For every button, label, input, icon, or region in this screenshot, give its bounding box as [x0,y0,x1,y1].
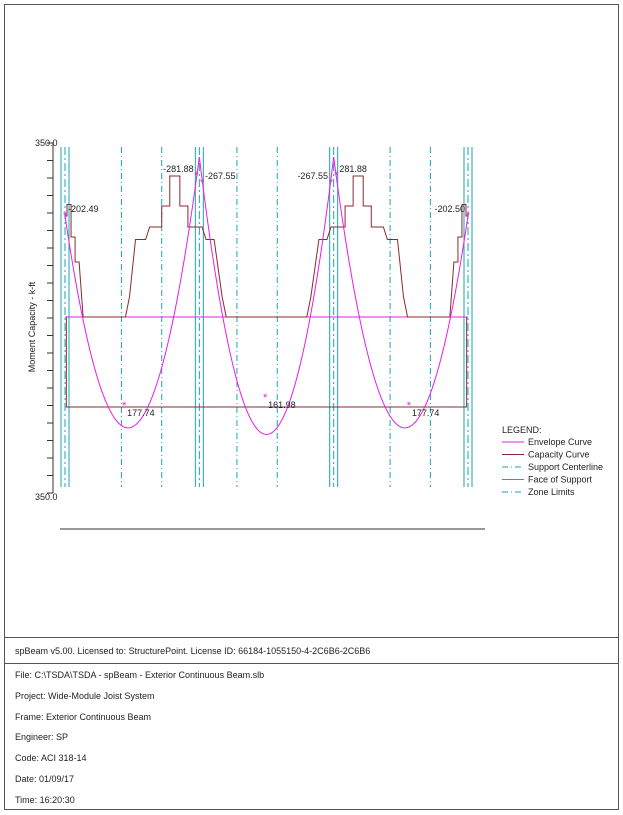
value-marker: * [328,177,334,190]
value-label: 177.74 [411,407,440,418]
y-axis-label: Moment Capacity - k-ft [27,281,37,373]
legend-item: Support Centerline [528,462,604,472]
y-bottom-label: 350.0 [35,492,58,502]
info-date: Date: 01/09/17 [15,773,75,784]
value-label: 177.74 [127,407,155,418]
value-label: 161.98 [268,399,296,410]
report-page [4,4,619,810]
info-code: Code: ACI 318-14 [15,753,87,764]
legend-item: Face of Support [528,474,593,485]
value-label: -267.55 [205,171,236,182]
value-marker: * [199,177,205,190]
value-marker: * [334,170,339,183]
value-marker: * [121,399,127,412]
value-marker: * [62,209,68,222]
value-label: -267.55 [297,171,328,182]
y-top-label: 350.0 [35,138,58,148]
legend-title: LEGEND: [502,425,542,435]
info-file: File: C:\TSDA\TSDA - spBeam - Exterior Continuous Beam.slb [15,670,265,680]
info-frame: Frame: Exterior Continuous Beam [15,711,152,722]
moment-capacity-chart [5,5,618,635]
capacity-curve-negative [62,176,468,317]
value-marker: * [465,209,471,222]
legend-item: Capacity Curve [528,449,590,460]
license-line: spBeam v5.00. Licensed to: StructurePoint. License ID: 66184-1055150-4-2C6B6-2C6B6 [5,637,618,664]
info-engineer: Engineer: SP [15,732,69,743]
value-label: -202.49 [68,203,99,214]
value-label: -202.50 [434,203,465,214]
value-marker: * [263,391,268,404]
value-marker: * [194,170,199,183]
project-info [15,669,264,815]
value-marker: * [406,399,412,412]
legend-item: Zone Limits [528,487,575,497]
info-time: Time: 16:20:30 [15,794,75,805]
envelope-span-1 [62,157,199,428]
info-project: Project: Wide-Module Joist System [15,690,155,701]
envelope-span-3 [334,157,468,428]
value-label: 281.88 [339,164,367,175]
value-label: -281.88 [163,164,194,175]
legend-item: Envelope Curve [528,437,593,447]
